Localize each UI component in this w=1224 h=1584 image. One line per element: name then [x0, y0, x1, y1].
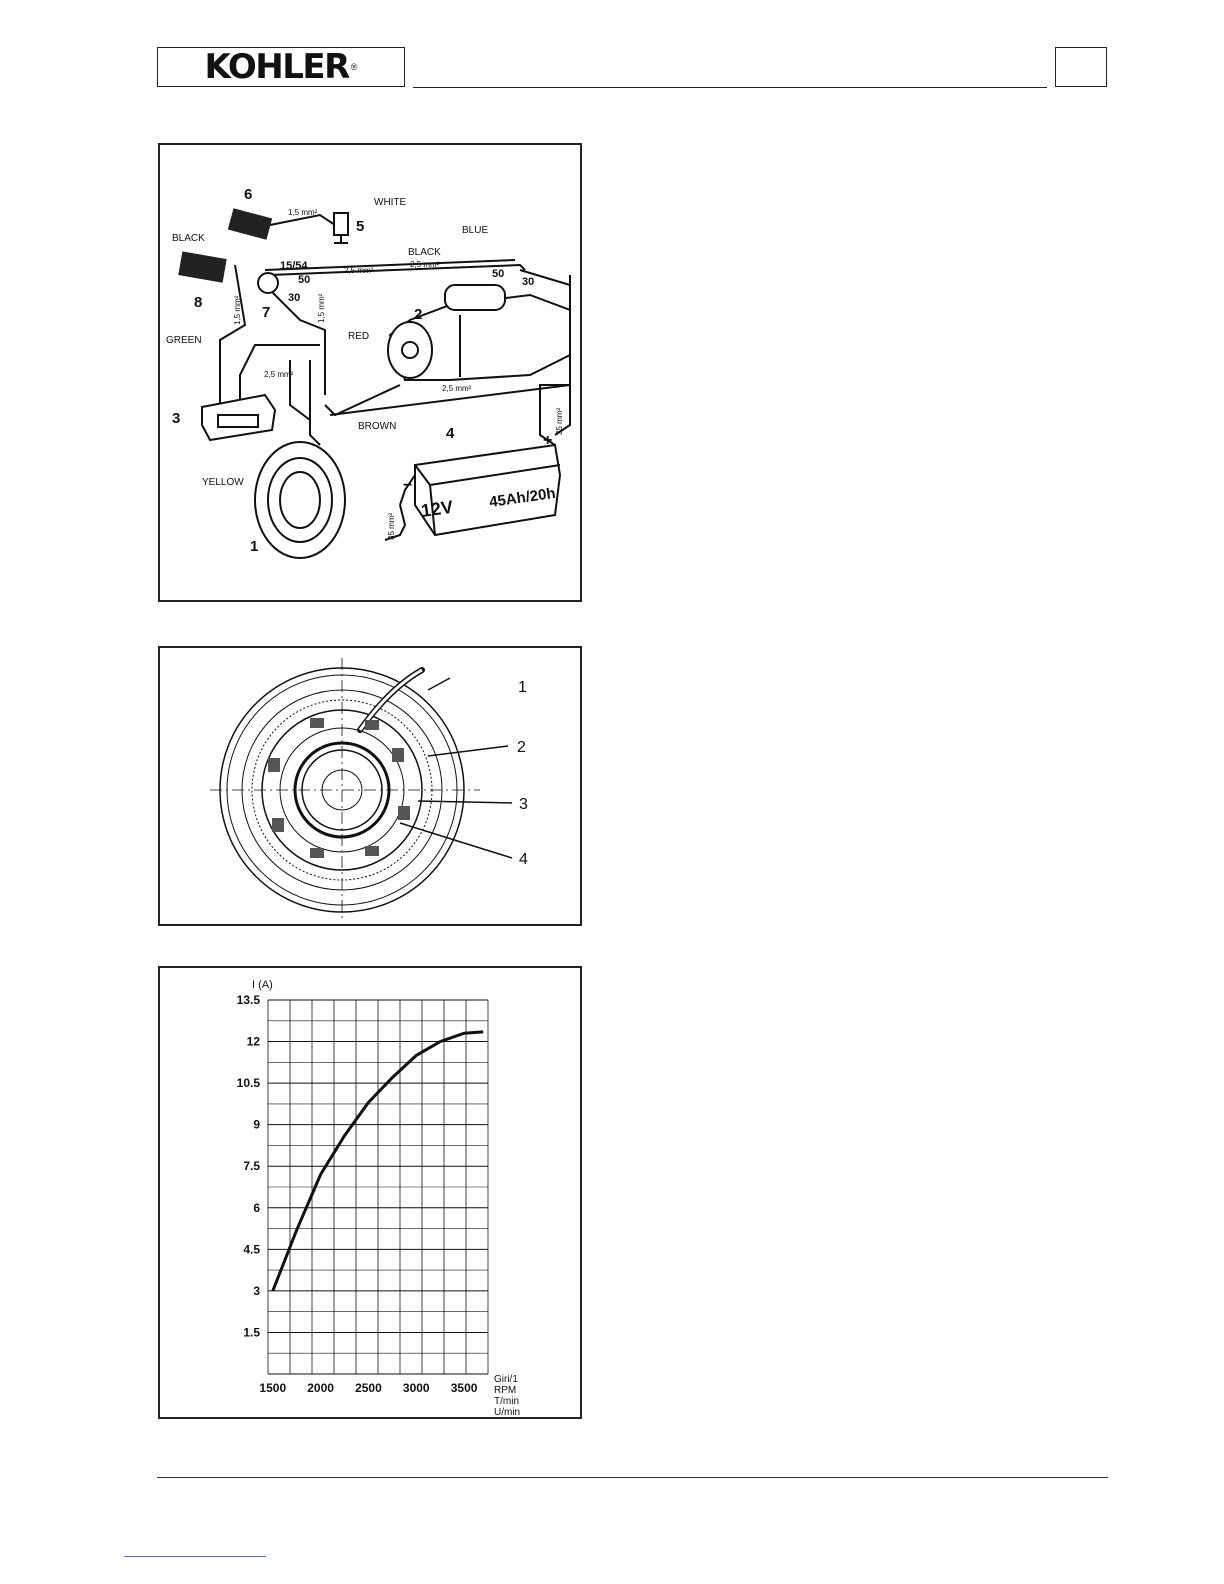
chart-y-ticks	[237, 993, 261, 1339]
label-brown: BROWN	[358, 421, 397, 432]
terminal-15-54: 15/54	[280, 260, 308, 272]
label-blue: BLUE	[462, 225, 489, 236]
footer-link-underline[interactable]	[124, 1556, 266, 1557]
y-tick-label: 12	[246, 1034, 260, 1049]
battery-voltage: 12V	[419, 496, 455, 521]
label-green: GREEN	[166, 335, 202, 346]
y-tick-label: 3	[253, 1283, 260, 1298]
size-9: 35 mm²	[387, 512, 396, 540]
callout-8: 8	[194, 294, 203, 311]
x-tick-label: 2000	[307, 1381, 334, 1395]
callout-alt-2: 2	[517, 739, 526, 756]
size-5: 1,5 mm²	[317, 293, 326, 323]
x-label-line: T/min	[494, 1396, 519, 1407]
header-rule	[413, 87, 1047, 88]
callout-6: 6	[244, 186, 253, 203]
y-tick-label: 13.5	[236, 993, 260, 1007]
size-1: 1,5 mm²	[288, 208, 318, 217]
x-label-line: Giri/1	[494, 1374, 518, 1385]
callout-alt-4: 4	[519, 851, 528, 868]
callout-1: 1	[250, 538, 259, 555]
callout-3: 3	[172, 410, 181, 427]
terminal-50b: 50	[492, 268, 505, 280]
terminal-50a: 50	[298, 274, 311, 286]
footer-rule	[157, 1477, 1108, 1478]
wiring-diagram-figure	[158, 143, 582, 602]
registered-mark: ®	[350, 62, 358, 72]
terminal-30b: 30	[522, 276, 535, 288]
y-tick-label: 7.5	[243, 1159, 260, 1174]
label-white: WHITE	[374, 197, 407, 208]
callout-alt-3: 3	[519, 796, 528, 813]
size-2: 2,5 mm²	[344, 266, 374, 275]
current-chart-figure	[158, 966, 582, 1419]
brand-name: KOHLER	[204, 47, 349, 87]
size-7: 2,5 mm²	[442, 384, 472, 393]
x-tick-label: 2500	[355, 1381, 382, 1395]
callout-2: 2	[414, 306, 423, 323]
x-tick-label: 3500	[450, 1381, 478, 1395]
size-4: 1,5 mm²	[233, 295, 242, 325]
y-tick-label: 1.5	[243, 1325, 260, 1340]
chart-y-label: I (A)	[252, 979, 273, 991]
battery-capacity: 45Ah/20h	[488, 484, 557, 511]
y-tick-label: 6	[253, 1200, 260, 1215]
page-number-box	[1055, 47, 1107, 87]
x-tick-label: 3000	[402, 1381, 430, 1395]
label-black-top: BLACK	[172, 233, 205, 244]
size-8: 35 mm²	[555, 407, 564, 435]
callout-alt-1: 1	[518, 679, 527, 696]
alternator-figure	[158, 646, 582, 926]
terminal-minus: −	[403, 477, 413, 494]
terminal-plus: +	[543, 432, 553, 449]
y-tick-label: 9	[253, 1117, 260, 1132]
terminal-30a: 30	[288, 292, 301, 304]
callout-4: 4	[446, 425, 455, 442]
brand-logo	[157, 47, 405, 87]
x-label-line: RPM	[494, 1385, 517, 1396]
size-3: 2,5 mm²	[410, 260, 440, 269]
size-6: 2,5 mm²	[264, 370, 294, 379]
current-chart-svg	[160, 968, 580, 1417]
x-tick-label: 1500	[259, 1381, 287, 1395]
label-black-mid: BLACK	[408, 247, 441, 258]
alternator-svg	[160, 648, 580, 924]
callout-7: 7	[262, 304, 271, 321]
wiring-diagram-svg	[160, 145, 580, 600]
chart-x-ticks	[259, 1381, 477, 1395]
y-tick-label: 10.5	[236, 1076, 260, 1091]
label-red: RED	[348, 331, 370, 342]
callout-5: 5	[356, 218, 365, 235]
x-label-line: U/min	[494, 1407, 521, 1417]
y-tick-label: 4.5	[243, 1242, 260, 1257]
chart-x-label	[494, 1374, 520, 1417]
chart-grid	[268, 1000, 488, 1374]
label-yellow: YELLOW	[202, 477, 244, 488]
